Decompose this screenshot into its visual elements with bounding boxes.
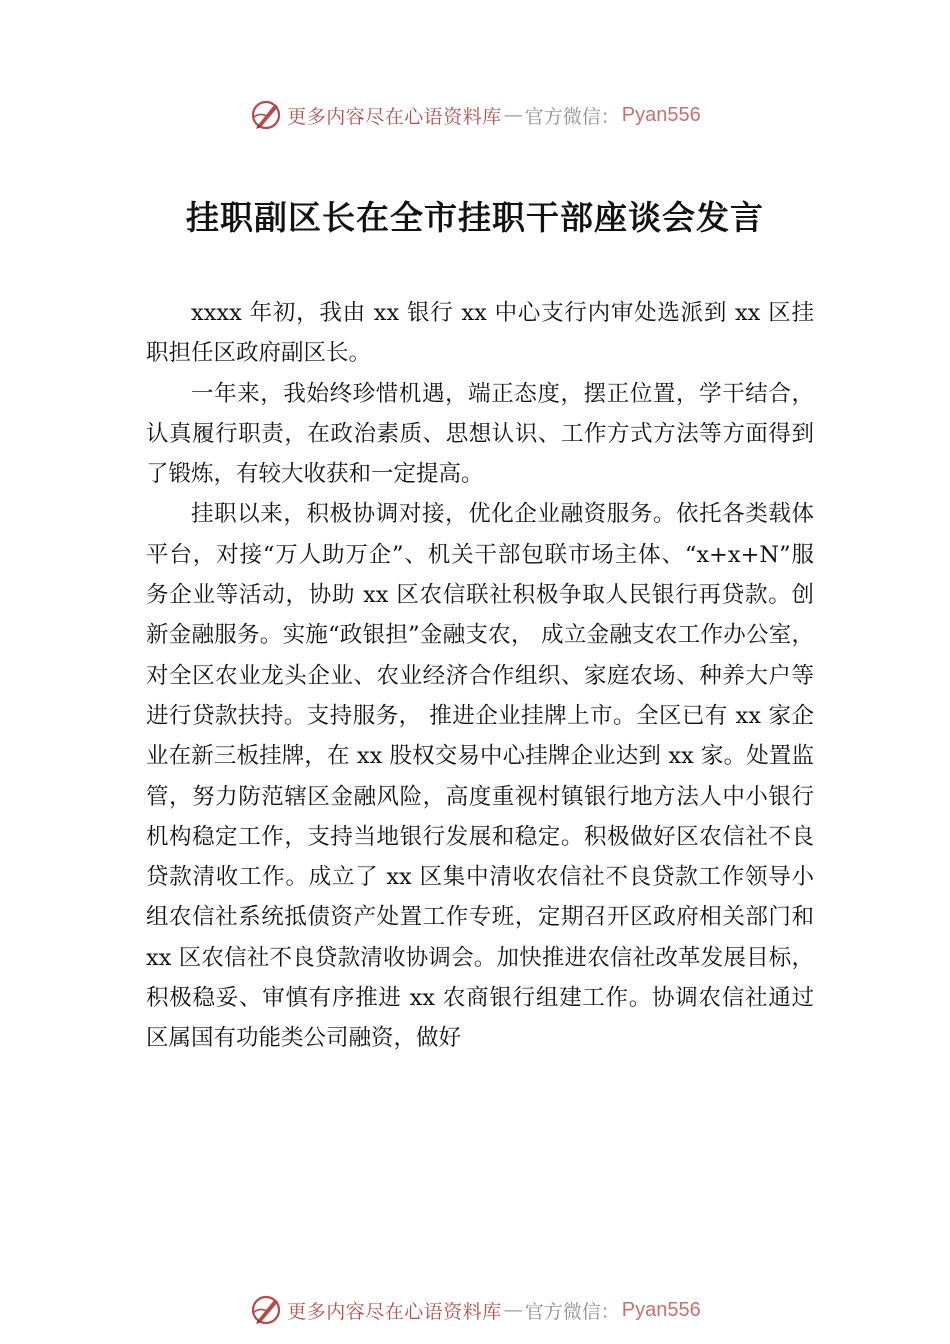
footer-banner	[0, 1290, 950, 1330]
paragraph-1: xxxx 年初，我由 xx 银行 xx 中心支行内审处选派到 xx 区挂职担任区政府副区长。	[146, 300, 814, 367]
pen-circle-logo-icon	[249, 1293, 283, 1327]
banner-wechat-id: Pyan556	[621, 1298, 701, 1321]
document-title: 挂职副区长在全市挂职干部座谈会发言	[186, 198, 764, 237]
banner-wechat-label: 官方微信：	[524, 1300, 620, 1323]
paragraph-2: 一年来，我始终珍惜机遇，端正态度，摆正位置，学干结合，认真履行职责，在政治素质、思想认识、工作方式方法等方面得到了锻炼，有较大收获和一定提高。	[146, 380, 814, 488]
banner-wechat-id: Pyan556	[621, 103, 701, 126]
banner-slogan: 更多内容尽在心语资料库	[287, 1300, 502, 1323]
banner-slogan: 更多内容尽在心语资料库	[287, 105, 502, 128]
banner-wechat-label: 官方微信：	[524, 105, 620, 128]
header-banner	[0, 95, 950, 135]
banner-separator: —	[503, 1299, 523, 1321]
banner-separator: —	[503, 104, 523, 126]
document-body	[146, 293, 814, 1059]
paragraph-3: 挂职以来，积极协调对接，优化企业融资服务。依托各类载体平台，对接“万人助万企”、机关干部包联市场主体、“x+x+N”服务企业等活动，协助 xx 区农信联社积极争取人民银行再贷款。创新金融服务。实施“政银担”金融支农， 成立金融支农工作办公室，对全区农业龙头企业、农业经济合作组织、家庭农场、种养大户等进行贷款扶持。支持服务， 推进企业挂牌上市。全区已有 xx 家企业在新三板挂牌，在 xx 股权交易中心挂牌企业达到 xx 家。处置监管，努力防范辖区金融风险，高度重视村镇银行地方法人中小银行机构稳定工作，支持当地银行发展和稳定。积极做好区农信社不良贷款清收工作。成立了 xx 区集中清收农信社不良贷款工作领导小组农信社系统抵债资产处置工作专班，定期召开区政府相关部门和 xx 区农信社不良贷款清收协调会。加快推进农信社改革发展目标，积极稳妥、审慎有序推进 xx 农商银行组建工作。协调农信社通过区属国有功能类公司融资，做好	[146, 501, 814, 1052]
pen-circle-logo-icon	[249, 98, 283, 132]
